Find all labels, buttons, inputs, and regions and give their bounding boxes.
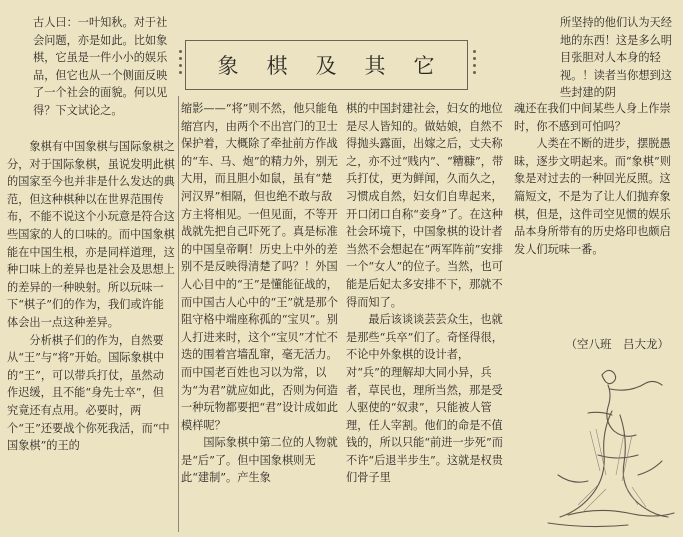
left-top-column — [7, 14, 177, 120]
author-signature: （空八班 吕大龙） — [565, 337, 669, 351]
intro-paragraph: 古人曰：一叶知秋。对于社会问题，亦是如此。比如象棋，它虽是一件小小的娱乐品，但它也从一个侧面反映了一个社会的面貌。何以见得？下文试论之。 — [33, 16, 168, 117]
left-main-column — [7, 138, 175, 455]
illustration-sketch — [528, 355, 680, 535]
paragraph-feudal-ghost: 魂还在我们中间某些人身上作崇时，你不感到可怕吗？ — [514, 102, 671, 133]
title-ornament-left — [176, 46, 184, 84]
right-top-column — [560, 14, 678, 102]
title-char: 及 — [315, 54, 338, 78]
title-char: 其 — [364, 54, 387, 78]
title-ornament-right — [470, 46, 478, 84]
right-column — [514, 100, 678, 258]
paragraph-conclusion: 人类在不断的进步，摆脱愚昧，逐步文明起来。而“象棋”则象是对过去的一种回光反照。这篇短文，不是为了让人们抛弃象棋，但是，这件司空见惯的娱乐品本身所带有的历史烙印也颇启发人们玩味一番。 — [514, 137, 671, 256]
paragraph-king-analysis: 分析棋子们的作为，自然要从“王”与“将”开始。国际象棋中的“王”，可以带兵打仗，虽然动作迟缓，且不能“身先士卒”，但究竟还有点用。必要时，两个“王”还要战个你死我活，而“中国象棋”的王的 — [7, 333, 170, 453]
paragraph-general: 缩影——“将”则不然，他只能龟缩宫内，由两个不出宫门的卫士保护着，大概除了牵扯前方作战的“车、马、炮”的精力外，别无大用，而且胆小如鼠，虽有“楚河汉界”相隔，但也绝不敢与敌方主将相见。一但见面，不等开战就先把自己吓死了。真是标准的中国皇帝啊！历史上中外的差别不是反映得清楚了吗？！外国人心目中的“王”是懂能征战的，而中国古人心中的“王”就是那个阻守格中端座称孤的“宝贝”。别人打进来时，这个“宝贝”才忙不迭的围着宫墙乱窜，毫无活力。而中国老百姓也习以为常，以为“为君”就应如此，否则为何造一种玩物都要把“君”设计成如此模样呢？ — [181, 102, 338, 432]
center-column — [346, 100, 506, 487]
paragraph-women: 棋的中国封建社会，妇女的地位是尽人皆知的。做姑娘，自然不得抛头露面，出嫁之后，丈夫称之，亦不过“贱内”、“糟糠”，带兵打仗，更为鲜闻，久而久之，习惯成自然，妇女们自卑起来，开口闭口自称“妾身”了。在这种社会环境下，中国象棋的设计者当然不会想起在“两军阵前”安排一个“女人”的位子。当然，也可能是后妃太多安排不下，那就不得而知了。 — [346, 102, 504, 309]
paragraph-chess-types: 象棋有中国象棋与国际象棋之分，对于国际象棋，虽说发明此棋的国家至今也并非是什么发达的典范，但这种棋种以在世界范围传布，不能不说这个小玩意是符合这些国家的人的口味的。而中国象棋能在中国生根，亦是同样道理，这种口味上的差异也是社会及思想上的差异的一种映射。所以玩味一下“棋子”们的作为，我们或许能体会出一点这种差异。 — [7, 140, 175, 329]
paragraph-continued-top: 所坚持的他们认为天经地的东西！这是多么明目张胆对人本身的轻视。！读者当你想到这些封建的阴 — [560, 16, 672, 100]
middle-column — [181, 100, 341, 487]
title-char: 棋 — [266, 54, 289, 78]
title-char: 象 — [217, 54, 240, 78]
column-divider — [178, 96, 179, 532]
title-char: 它 — [413, 54, 436, 78]
article-title — [185, 40, 468, 90]
paragraph-queen: 国际象棋中第二位的人物就是“后”了。但中国象棋则无此“建制”。产生象 — [181, 436, 338, 485]
paragraph-soldiers: 最后该谈谈芸芸众生，也就是那些“兵卒”们了。奇怪得很，不论中外象棋的设计者，对“兵”的理解却大同小异，兵者，草民也，理所当然，那是受人驱使的“奴隶”，只能被人管理，任人宰割。他们的命是不值钱的，所以只能“前进一步死”而不许“后退半步生”。这就是权贵们骨子里 — [346, 313, 503, 485]
